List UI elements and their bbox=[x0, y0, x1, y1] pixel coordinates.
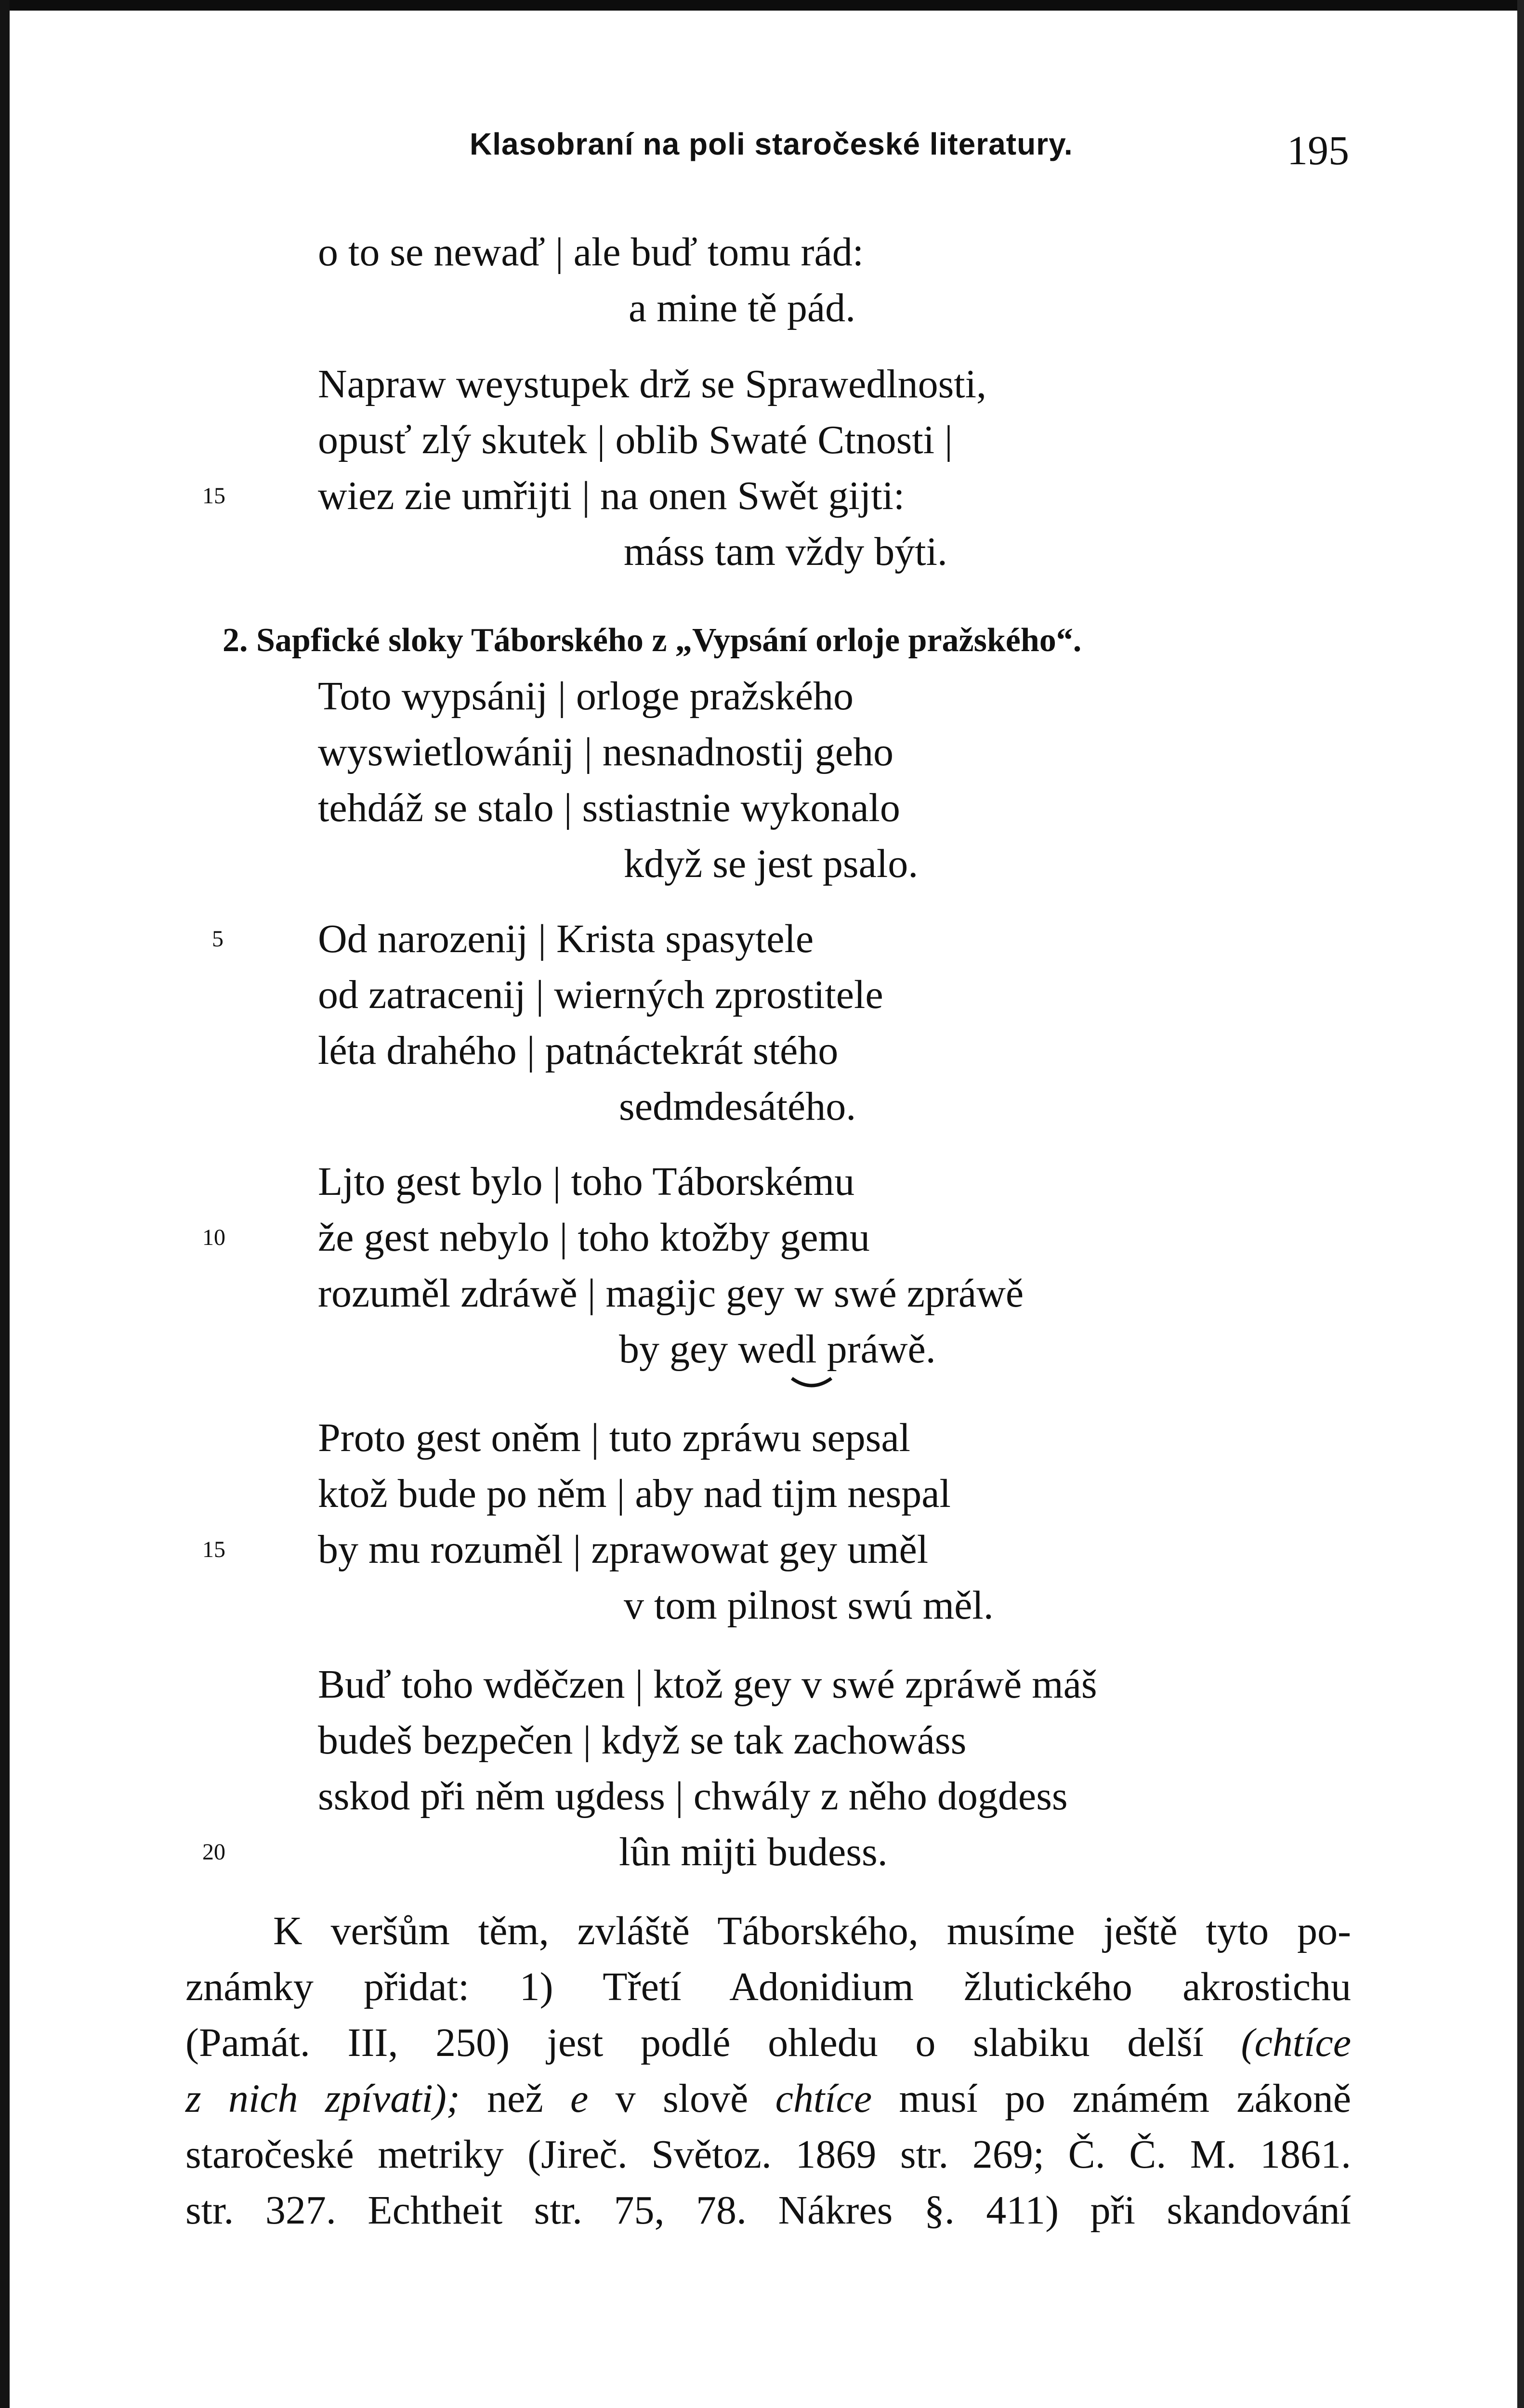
verse-line: když se jest psalo. bbox=[624, 841, 919, 886]
prose-text: musí po známém zákoně bbox=[899, 2076, 1352, 2121]
running-title: Klasobraní na poli staročeské literatury. bbox=[470, 127, 1073, 161]
verse-line: Napraw weystupek drž se Sprawedlnosti, bbox=[318, 362, 986, 406]
prose-text: v slově bbox=[615, 2076, 749, 2121]
prose-italic: (chtíce bbox=[1241, 2020, 1351, 2065]
verse-line: sedmdesátého. bbox=[619, 1084, 856, 1129]
verse-line: že gest nebylo | toho ktožby gemu bbox=[318, 1215, 870, 1260]
verse-line: rozuměl zdráwě | magijc gey w swé zpráwě bbox=[318, 1271, 1024, 1316]
verse-line: a mine tě pád. bbox=[629, 286, 856, 330]
prose-italic: e bbox=[570, 2076, 589, 2121]
prose-text: (Památ. III, 250) jest podlé ohledu o slabiku delší bbox=[185, 2020, 1204, 2065]
prose-line: známky přidat: 1) Třetí Adonidium žlutického akrostichu bbox=[185, 1964, 1351, 2009]
prose-line bbox=[185, 2071, 1351, 2127]
prose-italic: z nich zpívati); bbox=[185, 2076, 460, 2121]
verse-line: o to se newaď | ale buď tomu rád: bbox=[318, 230, 864, 275]
verse-line: Od narozenij | Krista spasytele bbox=[318, 916, 814, 961]
verse-line: Proto gest oněm | tuto zpráwu sepsal bbox=[318, 1415, 910, 1460]
verse-line: Toto wypsánij | orloge pražského bbox=[318, 674, 854, 719]
verse-line: tehdáž se stalo | sstiastnie wykonalo bbox=[318, 785, 900, 830]
verse-line: léta drahého | patnáctekrát stého bbox=[318, 1028, 839, 1073]
line-number: 15 bbox=[202, 1537, 225, 1562]
prose-line bbox=[185, 2015, 1351, 2071]
verse-line: wyswietlowánij | nesnadnostij geho bbox=[318, 730, 893, 774]
verse-line: v tom pilnost swú měl. bbox=[624, 1583, 994, 1628]
verse-line: máss tam vždy býti. bbox=[624, 529, 947, 574]
page-number: 195 bbox=[1287, 127, 1349, 173]
verse-line: lûn mijti budess. bbox=[619, 1830, 888, 1874]
prose-line: staročeské metriky (Jireč. Světoz. 1869 str. 269; Č. Č. M. 1861. bbox=[185, 2132, 1351, 2177]
verse-line: budeš bezpečen | když se tak zachowáss bbox=[318, 1718, 967, 1763]
verse-line: sskod při něm ugdess | chwály z něho dogdess bbox=[318, 1774, 1068, 1819]
prose-text: než bbox=[487, 2076, 543, 2121]
scan-border-left bbox=[0, 0, 10, 2408]
verse-line: od zatracenij | wierných zprostitele bbox=[318, 972, 883, 1017]
prose-line: K veršům těm, zvláště Táborského, musíme ještě tyto po- bbox=[273, 1909, 1351, 1953]
line-number: 5 bbox=[212, 926, 223, 952]
verse-line: by mu rozuměl | zprawowat gey uměl bbox=[318, 1527, 929, 1572]
line-number: 10 bbox=[202, 1225, 225, 1250]
section-heading: 2. Sapfické sloky Táborského z „Vypsání orloje pražského“. bbox=[223, 622, 1082, 659]
prose-line: str. 327. Echtheit str. 75, 78. Nákres §. 411) při skandování bbox=[185, 2188, 1351, 2233]
line-number: 20 bbox=[202, 1839, 225, 1865]
scan-border-right bbox=[1517, 0, 1524, 2408]
ligature-mark-icon bbox=[790, 1376, 833, 1391]
verse-line: by gey wedl práwě. bbox=[619, 1327, 936, 1372]
prose-paragraph bbox=[185, 1903, 1351, 2238]
scan-border-top bbox=[0, 0, 1524, 11]
verse-line: ktož bude po něm | aby nad tijm nespal bbox=[318, 1471, 951, 1516]
prose-italic: chtíce bbox=[775, 2076, 872, 2121]
line-number: 15 bbox=[202, 483, 225, 509]
verse-line: opusť zlý skutek | oblib Swaté Ctnosti | bbox=[318, 418, 953, 462]
verse-line: Ljto gest bylo | toho Táborskému bbox=[318, 1159, 855, 1204]
verse-line: Buď toho wděčzen | ktož gey v swé zpráwě máš bbox=[318, 1662, 1097, 1707]
verse-line: wiez zie umřijti | na onen Swět gijti: bbox=[318, 473, 905, 518]
